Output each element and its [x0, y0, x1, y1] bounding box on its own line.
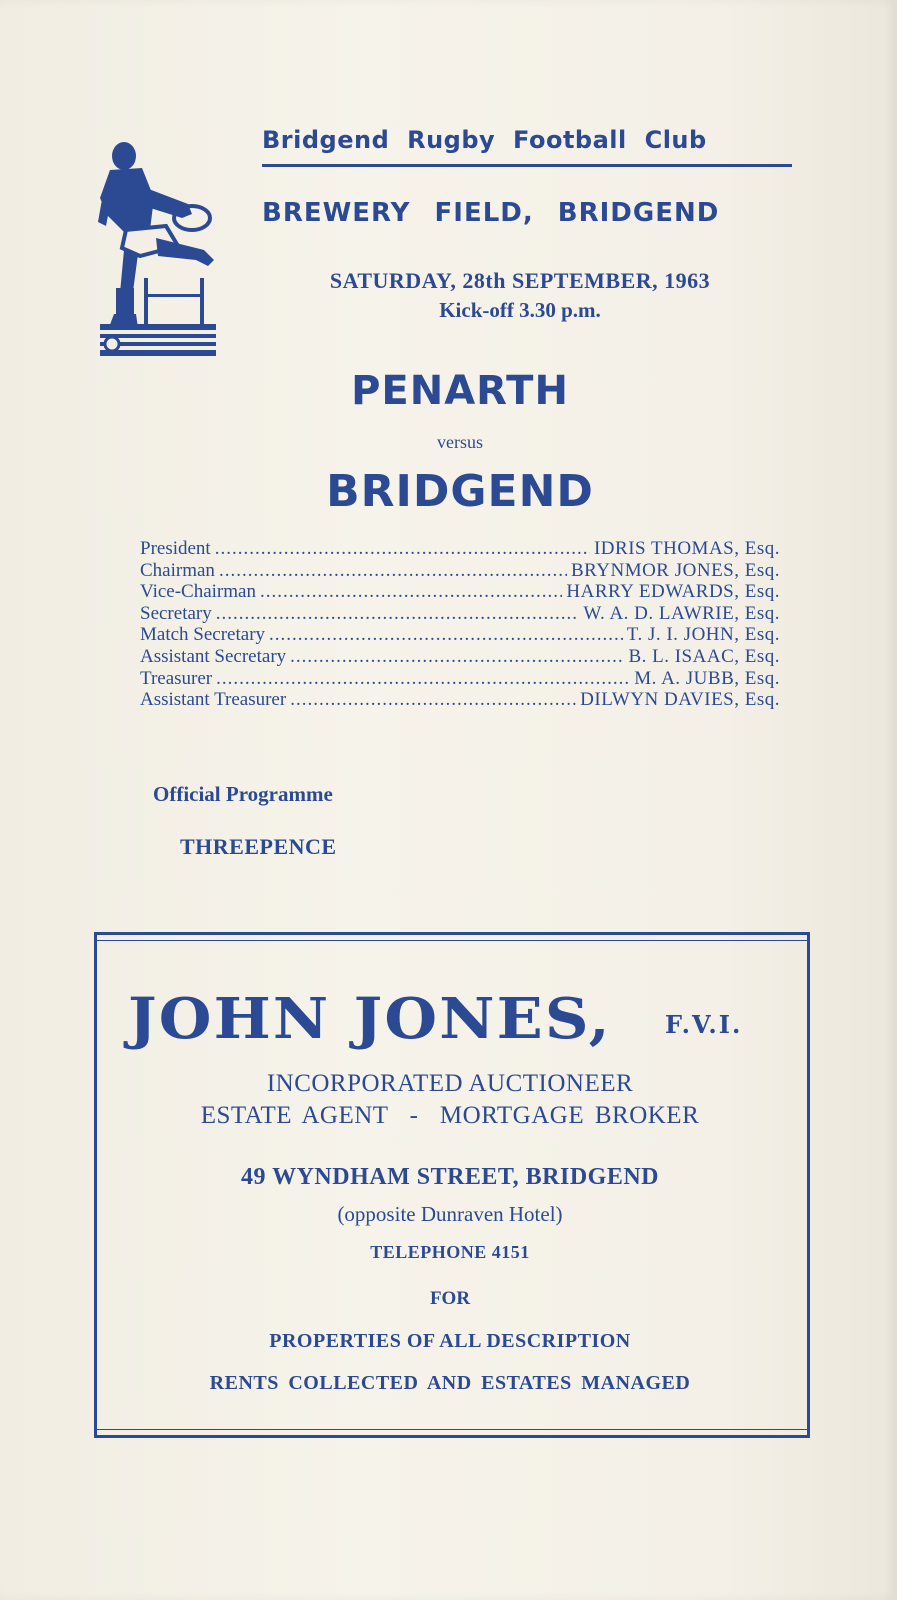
- advert-suffix: F.V.I.: [665, 1010, 743, 1039]
- official-role: Match Secretary: [140, 624, 266, 646]
- official-name: DILWYN DAVIES, Esq.: [580, 689, 780, 711]
- advert-for: FOR: [429, 1288, 471, 1309]
- leader-dots: [216, 603, 580, 625]
- official-name: T. J. I. JOHN, Esq.: [626, 624, 780, 646]
- club-title: Bridgend Rugby Football Club: [262, 126, 707, 154]
- rugby-player-icon: [96, 138, 220, 360]
- official-row: [140, 646, 780, 668]
- programme-price: THREEPENCE: [180, 834, 337, 859]
- official-row: [140, 560, 780, 582]
- kickoff-time: Kick-off 3.30 p.m.: [439, 298, 601, 322]
- official-role: Assistant Secretary: [140, 645, 287, 667]
- leader-dots: [260, 581, 562, 603]
- official-role: Treasurer: [140, 667, 213, 689]
- official-name: BRYNMOR JONES, Esq.: [570, 559, 780, 581]
- official-name: HARRY EDWARDS, Esq.: [566, 581, 780, 603]
- home-team: PENARTH: [351, 368, 569, 414]
- advert-rents: RENTS COLLECTED AND ESTATES MANAGED: [209, 1372, 691, 1394]
- title-underline: [262, 164, 792, 167]
- leader-dots: [215, 538, 590, 560]
- advert-telephone: TELEPHONE 4151: [370, 1242, 530, 1262]
- advert-name: JOHN JONES,: [128, 986, 612, 1052]
- leader-dots: [269, 624, 623, 646]
- official-name: W. A. D. LAWRIE, Esq.: [583, 602, 780, 624]
- official-row: [140, 603, 780, 625]
- official-name: M. A. JUBB, Esq.: [634, 667, 780, 689]
- match-date: SATURDAY, 28th SEPTEMBER, 1963: [329, 268, 711, 293]
- official-row: [140, 624, 780, 646]
- official-name: IDRIS THOMAS, Esq.: [593, 538, 780, 559]
- official-name: B. L. ISAAC, Esq.: [628, 645, 780, 667]
- official-role: Assistant Treasurer: [140, 689, 287, 711]
- official-row: [140, 668, 780, 690]
- advert-profession: INCORPORATED AUCTIONEER: [266, 1070, 634, 1097]
- officials-list: [140, 538, 780, 711]
- ground-name: BREWERY FIELD, BRIDGEND: [262, 198, 720, 228]
- official-role: Secretary: [140, 602, 212, 624]
- away-team: BRIDGEND: [326, 466, 594, 517]
- official-role: President: [140, 538, 211, 559]
- leader-dots: [290, 689, 576, 711]
- leader-dots: [290, 646, 624, 668]
- official-row: [140, 538, 780, 560]
- official-role: Chairman: [140, 559, 215, 581]
- advert-services: ESTATE AGENT - MORTGAGE BROKER: [200, 1102, 700, 1129]
- leader-dots: [219, 560, 567, 582]
- versus-label: versus: [437, 432, 483, 452]
- official-row: [140, 581, 780, 603]
- advert-properties: PROPERTIES OF ALL DESCRIPTION: [269, 1330, 631, 1352]
- leader-dots: [216, 668, 630, 690]
- programme-label: Official Programme: [153, 782, 333, 806]
- official-role: Vice-Chairman: [140, 581, 256, 603]
- advert-address: 49 WYNDHAM STREET, BRIDGEND: [241, 1164, 659, 1190]
- advert-landmark: (opposite Dunraven Hotel): [337, 1202, 563, 1226]
- official-row: [140, 689, 780, 711]
